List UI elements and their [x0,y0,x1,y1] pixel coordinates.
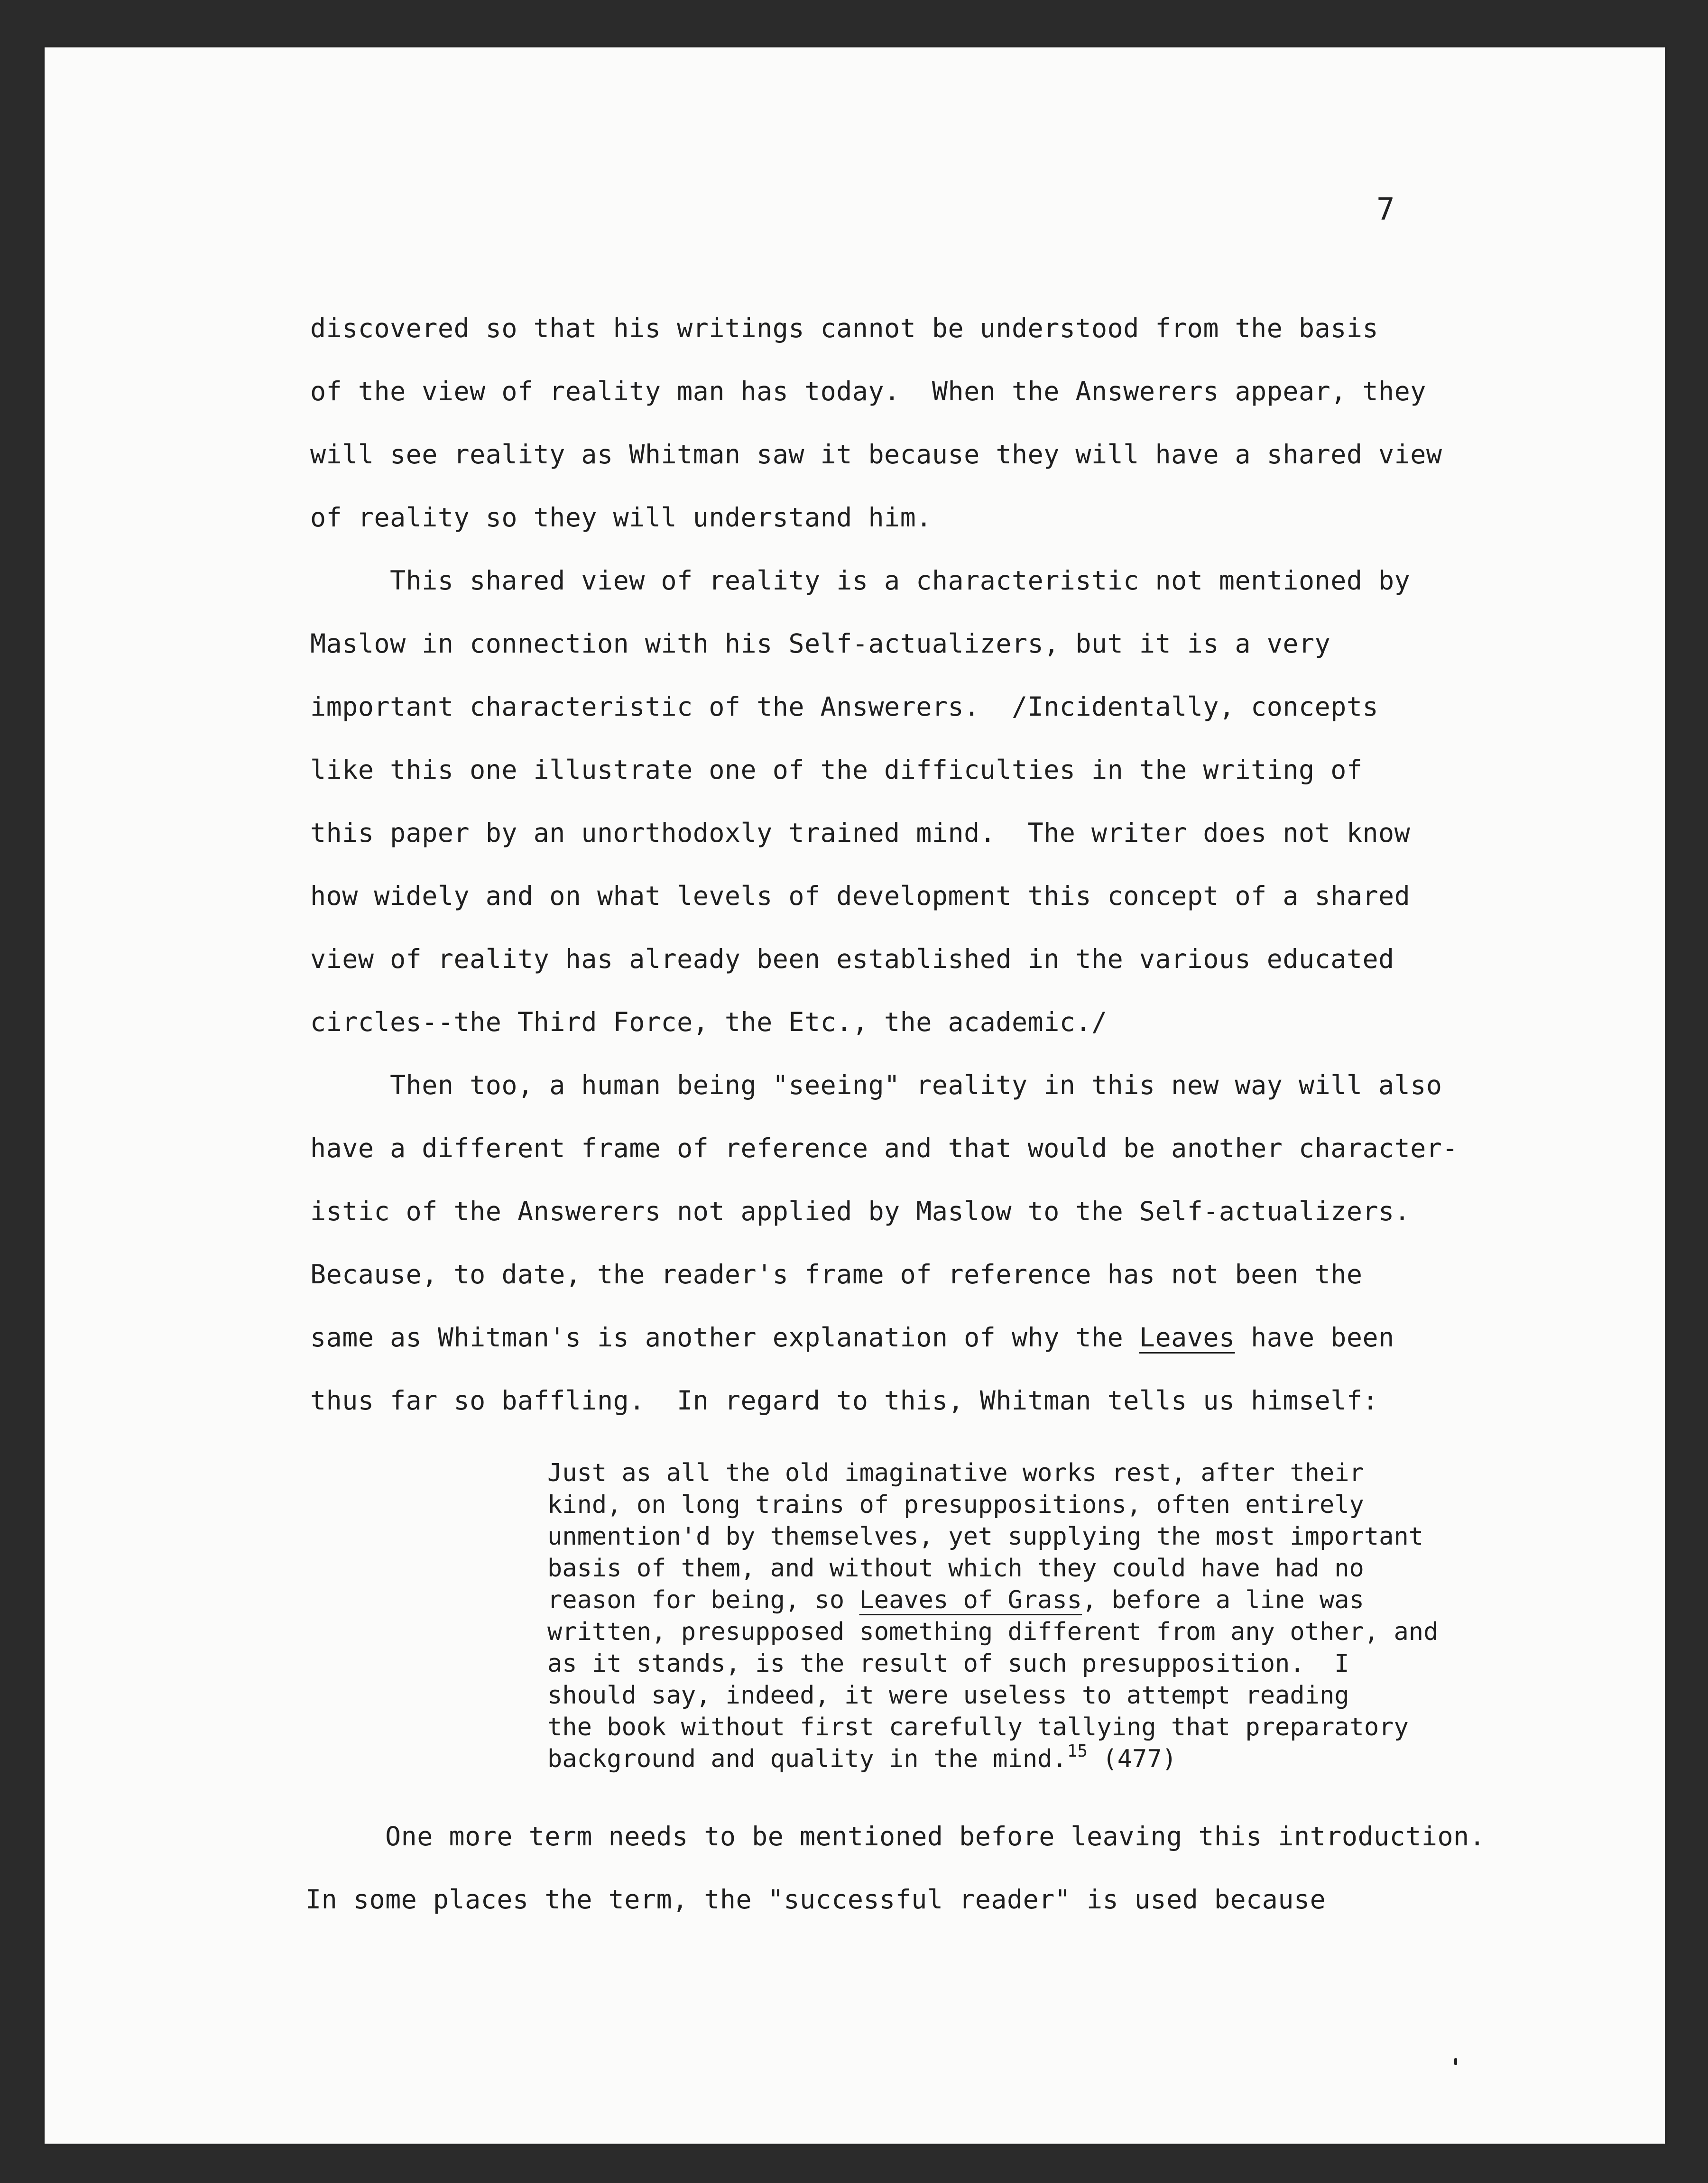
body-line: how widely and on what levels of development this concept of a shared [310,881,1411,911]
body-line: Maslow in connection with his Self-actualizers, but it is a very [310,628,1331,659]
underlined-title: Leaves [1139,1322,1235,1353]
text-run: same as Whitman's is another explanation of why the [310,1322,1139,1353]
quote-line: Just as all the old imaginative works rest, after their [547,1459,1364,1487]
body-line: circles--the Third Force, the Etc., the academic./ [310,1007,1108,1037]
quote-line: unmention'd by themselves, yet supplying the most important [547,1522,1424,1551]
text-run: background and quality in the mind. [547,1745,1067,1773]
citation: (477) [1088,1745,1177,1773]
body-line: thus far so baffling. In regard to this, Whitman tells us himself: [310,1385,1379,1416]
body-line: this paper by an unorthodoxly trained mind. The writer does not know [310,818,1411,848]
body-line: One more term needs to be mentioned before leaving this introduction. [305,1821,1486,1851]
body-line: istic of the Answerers not applied by Maslow to the Self-actualizers. [310,1196,1411,1226]
body-line: view of reality has already been established in the various educated [310,944,1394,974]
body-line: of reality so they will understand him. [310,502,932,533]
quote-line: kind, on long trains of presuppositions, often entirely [547,1491,1364,1519]
quote-line: basis of them, and without which they could have had no [547,1554,1364,1583]
body-line: This shared view of reality is a characteristic not mentioned by [310,565,1411,596]
document-page [45,47,1665,2144]
quote-line: the book without first carefully tallying that preparatory [547,1713,1409,1741]
body-line: important characteristic of the Answerers. /Incidentally, concepts [310,691,1379,722]
body-line: Because, to date, the reader's frame of reference has not been the [310,1259,1363,1290]
body-line: have a different frame of reference and that would be another character- [310,1133,1459,1163]
page-number: 7 [1376,192,1395,227]
quote-line: should say, indeed, it were useless to attempt reading [547,1681,1349,1710]
footnote-marker: 15 [1067,1741,1088,1761]
body-line [310,1322,1394,1353]
text-run: reason for being, so [547,1586,859,1614]
body-line: Then too, a human being "seeing" reality in this new way will also [310,1070,1442,1100]
quote-line: as it stands, is the result of such presupposition. I [547,1649,1349,1678]
text-run: , before a line was [1082,1586,1364,1614]
quote-line [547,1588,1364,1612]
quote-line [547,1741,1177,1773]
quote-line: written, presupposed something different from any other, and [547,1618,1439,1646]
body-line: In some places the term, the "successful reader" is used because [305,1884,1326,1915]
body-line: like this one illustrate one of the difficulties in the writing of [310,755,1363,785]
body-line: discovered so that his writings cannot be understood from the basis [310,313,1379,343]
stray-ink-mark [1454,2058,1457,2065]
body-line: will see reality as Whitman saw it because they will have a shared view [310,439,1442,470]
text-run: have been [1235,1322,1394,1353]
body-line: of the view of reality man has today. When the Answerers appear, they [310,376,1426,406]
underlined-title: Leaves of Grass [859,1586,1082,1614]
